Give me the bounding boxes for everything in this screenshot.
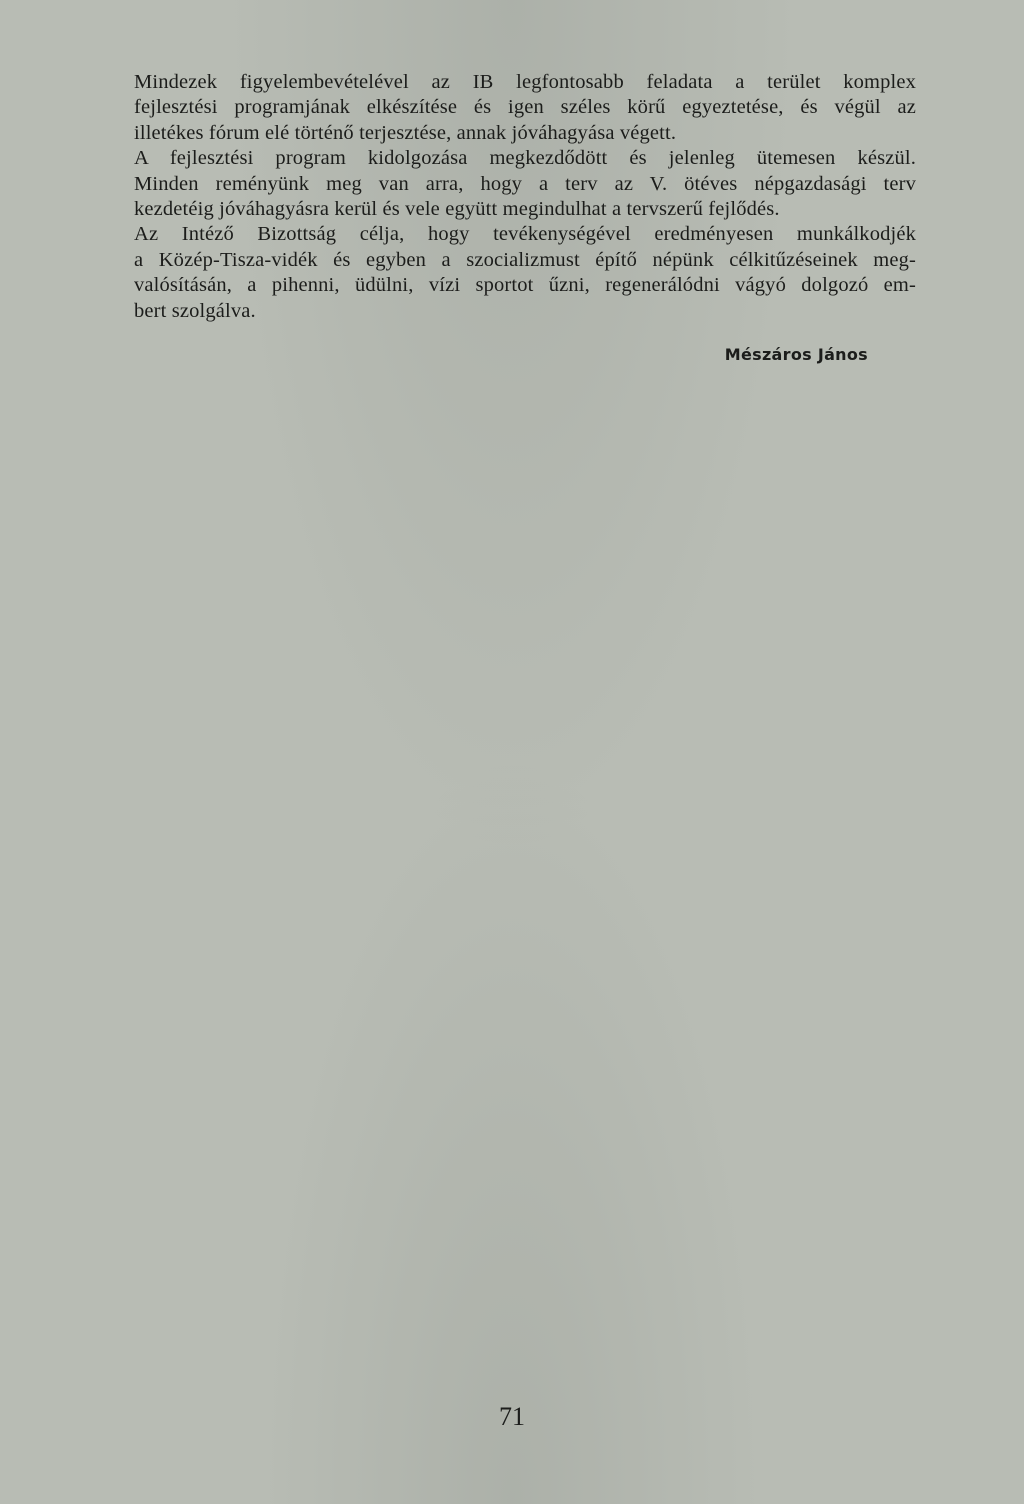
- paragraph-line: bert szolgálva.: [134, 299, 256, 322]
- paragraph-line: kezdetéig jóváhagyásra kerül és vele együtt megindulhat a tervszerű fejlődés.: [134, 198, 780, 221]
- page-number: 71: [499, 1402, 525, 1431]
- paragraph-line: Mindezek figyelembevételével az IB legfontosabb feladata a terület komplex: [134, 71, 916, 93]
- paragraph-line: a Közép-Tisza-vidék és egyben a szocializmust építő népünk célkitűzéseinek meg-: [134, 248, 916, 271]
- paragraph-3: [90, 222, 916, 324]
- author-signature: Mészáros János: [724, 345, 868, 364]
- paragraph-line: fejlesztési programjának elkészítése és igen széles körű egyeztetése, és végül az: [134, 96, 916, 119]
- paragraph-line: Minden reményünk meg van arra, hogy a terv az V. ötéves népgazdasági terv: [134, 172, 916, 195]
- paragraph-line: valósításán, a pihenni, üdülni, vízi sportot űzni, regenerálódni vágyó dolgozó em-: [134, 274, 916, 297]
- paragraph-line: A fejlesztési program kidolgozása megkezdődött és jelenleg ütemesen készül.: [134, 147, 916, 170]
- paragraph-line: Az Intéző Bizottság célja, hogy tevékenységével eredményesen munkálkodjék: [134, 223, 916, 246]
- paragraph-1: [90, 70, 916, 146]
- paragraph-line: illetékes fórum elé történő terjesztése, annak jóváhagyása végett.: [134, 121, 677, 144]
- body-text: [90, 70, 916, 324]
- paragraph-2: [90, 146, 916, 222]
